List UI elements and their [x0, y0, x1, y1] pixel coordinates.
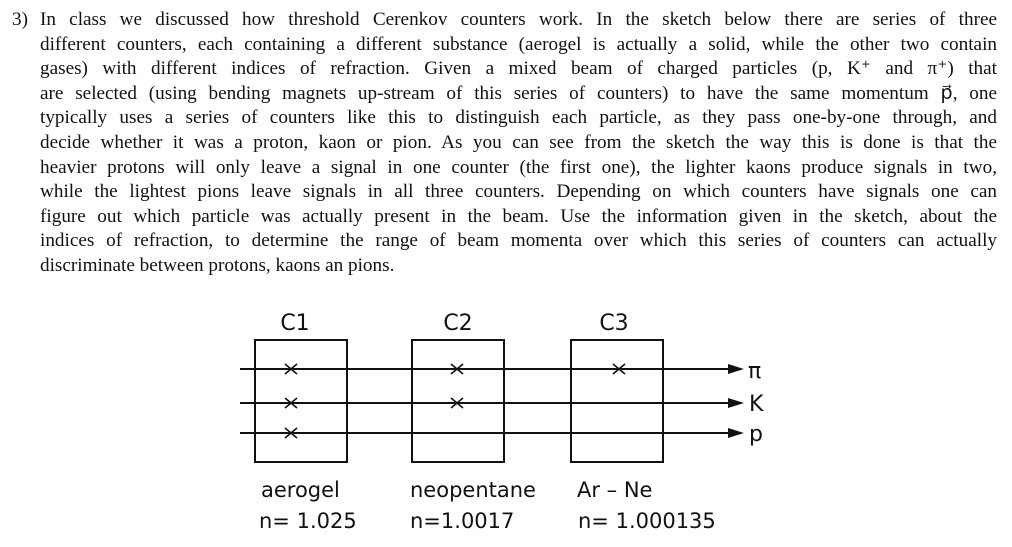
beam-arrow-proton [728, 428, 744, 438]
beam-arrow-pion [728, 364, 744, 374]
beam-label-kaon: K [749, 392, 764, 417]
counter-c2-label: C2 [443, 311, 473, 336]
beam-label-proton: p [749, 422, 763, 447]
problem-number: 3) [12, 9, 28, 30]
counter-c2-box [412, 340, 504, 462]
problem-line-11: discriminate between protons, kaons an pions. [40, 254, 395, 276]
problem-line-4: are selected (using bending magnets up-stream of this series of counters) to have the same momentum p⃗, one [40, 82, 997, 104]
beam-label-pion: π [748, 359, 762, 384]
counter-c1-index: n= 1.025 [259, 509, 357, 533]
counter-c3-box [571, 340, 663, 462]
problem-line-3: gases) with different indices of refraction. Given a mixed beam of charged particles (p, K⁺ and π⁺) that [40, 58, 997, 80]
counter-c2-index: n=1.0017 [410, 509, 515, 533]
counter-c3-label: C3 [599, 311, 629, 336]
problem-line-8: while the lightest pions leave signals in all three counters. Depending on which counters have signals one can [40, 181, 997, 203]
problem-line-2: different counters, each containing a different substance (aerogel is actually a solid, while the other two contain [40, 33, 997, 55]
problem-line-6: decide whether it was a proton, kaon or pion. As you can see from the sketch the way this is done is that the [40, 131, 997, 153]
counter-c3-index: n= 1.000135 [578, 509, 716, 533]
counter-c1-label: C1 [280, 311, 310, 336]
problem-line-10: indices of refraction, to determine the range of beam momenta over which this series of counters can actually [40, 230, 997, 252]
counter-c1-material: aerogel [261, 478, 340, 502]
problem-line-1: In class we discussed how threshold Cerenkov counters work. In the sketch below there are series of three [40, 9, 997, 30]
beam-arrow-kaon [728, 398, 744, 408]
problem-line-5: typically uses a series of counters like this to distinguish each particle, as they pass one-by-one through, and [40, 107, 997, 129]
counter-c1-box [255, 340, 347, 462]
problem-line-9: figure out which particle was actually present in the beam. Use the information given in the sketch, about the [40, 205, 997, 227]
counter-c3-material: Ar – Ne [577, 478, 653, 502]
problem-line-7: heavier protons will only leave a signal in one counter (the first one), the lighter kaons produce signals in two, [40, 156, 997, 178]
counter-c2-material: neopentane [410, 478, 536, 502]
